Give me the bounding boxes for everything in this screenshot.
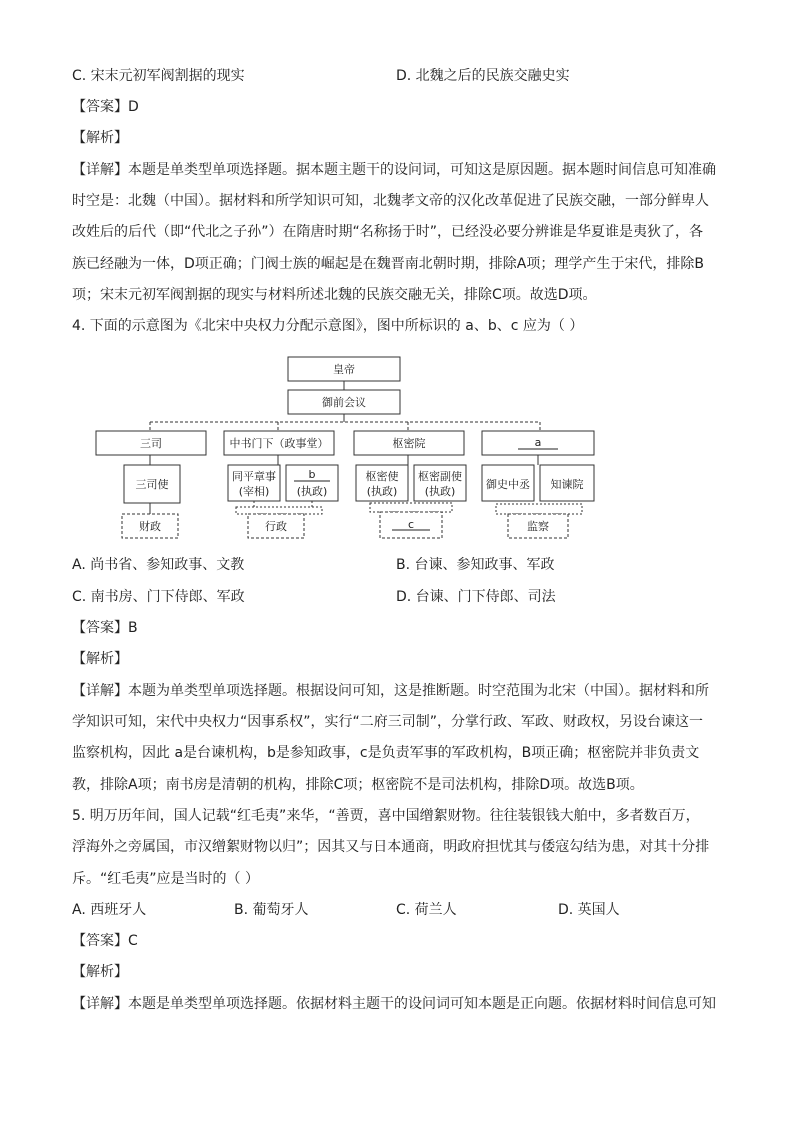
q4-detail-line: 监察机构，因此 a是台谏机构，b是参知政事，c是负责军事的军政机构，B项正确；枢密院并非负责文	[72, 745, 700, 761]
col4-func: 监察	[527, 520, 549, 533]
q5-detail-line: 【详解】本题是单类型单项选择题。依据材料主题干的设问词可知本题是正向题。依据材料时间信息可知	[72, 996, 716, 1012]
col3-sub1-line2: (执政)	[366, 485, 398, 498]
q3-detail-line: 【详解】本题是单类型单项选择题。据本题主题干的设问词，可知这是原因题。据本题时间信息可知准确	[72, 162, 716, 178]
q3-detail-line: 族已经融为一体，D项正确；门阀士族的崛起是在魏晋南北朝时期，排除A项；理学产生于宋代，排除B	[72, 256, 704, 272]
col1-func: 财政	[139, 520, 161, 533]
q3-option-d: D. 北魏之后的民族交融史实	[396, 68, 570, 84]
col2-func: 行政	[265, 520, 287, 533]
q5-option-a: A. 西班牙人	[72, 902, 147, 918]
q5-option-b: B. 葡萄牙人	[234, 902, 309, 918]
col4-sub2: 知谏院	[550, 478, 584, 491]
col3-sub2-line2: (执政)	[424, 485, 456, 498]
col2-title: 中书门下（政事堂）	[229, 437, 329, 450]
q4-option-c: C. 南书房、门下侍郎、军政	[72, 589, 245, 605]
q3-answer: 【答案】D	[72, 99, 139, 115]
q4-option-d: D. 台谏、门下侍郎、司法	[396, 589, 556, 605]
q5-analysis-label: 【解析】	[72, 964, 128, 980]
col3-sub1-line1: 枢密使	[365, 470, 399, 483]
q4-detail-line: 教，排除A项；南书房是清朝的机构，排除C项；枢密院不是司法机构，排除D项。故选B项。	[72, 777, 644, 793]
q5-stem-line: 浮海外之旁属国，市汉缯絮财物以归”；因其又与日本通商，明政府担忧其与倭寇勾结为患，对其十分排	[72, 839, 710, 855]
q4-option-a: A. 尚书省、参知政事、文教	[72, 557, 245, 573]
col4-sub1: 御史中丞	[486, 478, 530, 491]
q5-answer: 【答案】C	[72, 933, 138, 949]
q4-answer: 【答案】B	[72, 620, 138, 636]
col4-title-a: a	[534, 436, 542, 449]
col1-title: 三司	[140, 437, 162, 450]
q3-option-c: C. 宋末元初军阀割据的现实	[72, 68, 245, 84]
col3-func-c: c	[407, 518, 415, 531]
q5-option-d: D. 英国人	[558, 902, 620, 918]
q4-analysis-label: 【解析】	[72, 651, 128, 667]
q5-stem-line: 5. 明万历年间，国人记载“红毛夷”来华，“善贾，喜中国缯絮财物。往往装银钱大舶中，多者数百万，	[72, 808, 700, 824]
q4-stem: 4. 下面的示意图为《北宋中央权力分配示意图》，图中所标识的 a、b、c 应为（ ）	[72, 318, 584, 334]
col3-sub2-line1: 枢密副使	[418, 470, 462, 483]
col3-title: 枢密院	[392, 437, 426, 450]
power-distribution-diagram	[0, 0, 794, 560]
col2-sub2-b: b	[308, 468, 316, 481]
q5-stem-line: 斥。“红毛夷”应是当时的（ ）	[72, 871, 259, 887]
q3-analysis-label: 【解析】	[72, 130, 128, 146]
emperor-label: 皇帝	[333, 363, 355, 376]
q5-option-c: C. 荷兰人	[396, 902, 457, 918]
col2-sub1-line2: (宰相)	[238, 485, 270, 498]
q4-option-b: B. 台谏、参知政事、军政	[396, 557, 555, 573]
col2-sub2-line2: (执政)	[296, 485, 328, 498]
col1-sub: 三司使	[135, 478, 169, 491]
q4-detail-line: 【详解】本题为单类型单项选择题。根据设问可知，这是推断题。时空范围为北宋（中国）。据材料和所	[72, 683, 709, 699]
council-label: 御前会议	[322, 396, 366, 409]
q3-detail-line: 时空是：北魏（中国）。据材料和所学知识可知，北魏孝文帝的汉化改革促进了民族交融，一部分鲜卑人	[72, 193, 709, 209]
q3-detail-line: 项；宋末元初军阀割据的现实与材料所述北魏的民族交融无关，排除C项。故选D项。	[72, 287, 597, 303]
q3-detail-line: 改姓后的后代（即“代北之子孙”）在隋唐时期“名称扬于时”，已经没必要分辨谁是华夏谁是夷狄了，各	[72, 224, 704, 240]
col2-sub1-line1: 同平章事	[232, 470, 276, 483]
q4-detail-line: 学知识可知，宋代中央权力“因事系权”，实行“二府三司制”，分掌行政、军政、财政权，另设台谏这一	[72, 714, 704, 730]
